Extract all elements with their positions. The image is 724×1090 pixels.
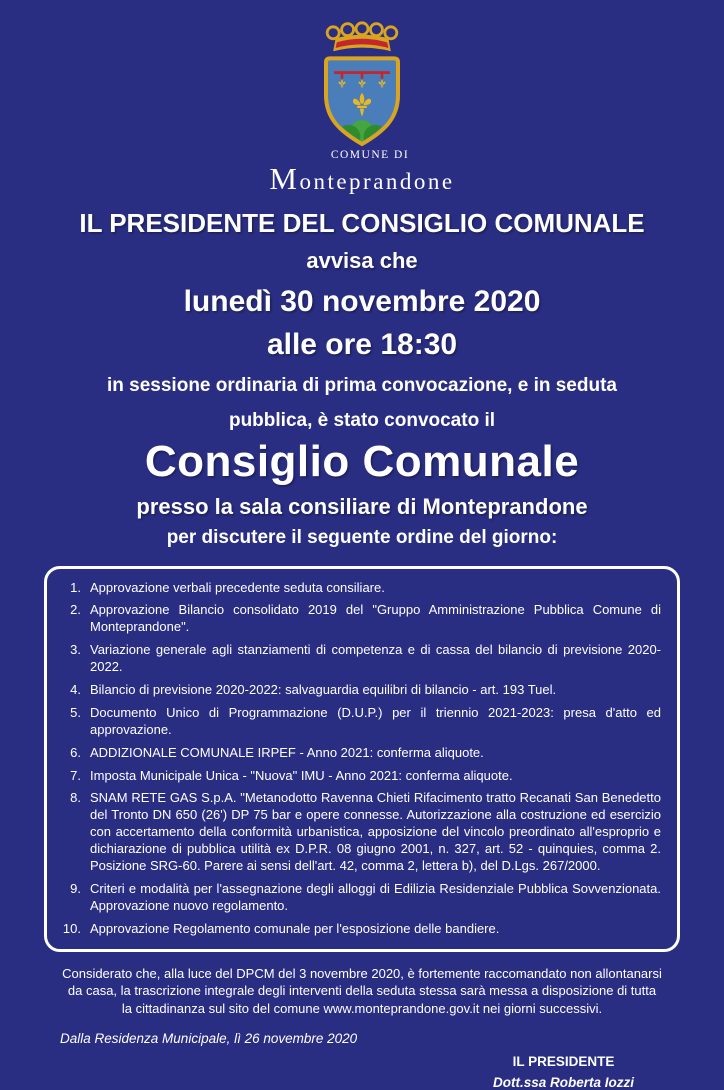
signature-name: Dott.ssa Roberta Iozzi	[492, 1074, 634, 1090]
agenda-item-number: 5.	[70, 704, 81, 720]
covid-notice: Considerato che, alla luce del DPCM del 3 novembre 2020, è fortemente raccomandato non allontanarsi da casa, la trascrizione integrale degli interventi della seduta stessa sarà messa a disposizione di tutta la cittadinanza sul sito del comune www.monteprandone.gov.it nei giorni successivi.	[62, 965, 662, 1016]
notice-header: IL PRESIDENTE DEL CONSIGLIO COMUNALE	[79, 207, 645, 238]
agenda-item-text: Variazione generale agli stanziamenti di competenza e di cassa del bilancio di previsione 2020-2022.	[90, 642, 661, 675]
agenda-item	[53, 768, 661, 785]
agenda-item-number: 10.	[62, 920, 81, 936]
agenda-item	[53, 790, 661, 874]
meeting-date: lunedì 30 novembre 2020	[183, 284, 541, 318]
agenda-item	[53, 745, 661, 762]
agenda-intro: per discutere il seguente ordine del giorno:	[166, 526, 558, 548]
crown-icon	[327, 23, 397, 51]
agenda-item-text: Documento Unico di Programmazione (D.U.P.) per il triennio 2021-2023: presa d'atto ed approvazione.	[90, 704, 661, 737]
shield-icon	[326, 58, 398, 148]
main-title: Consiglio Comunale	[144, 436, 580, 486]
agenda-item-text: Criteri e modalità per l'assegnazione degli alloggi di Edilizia Residenziale Pubblica Sovvenzionata. Approvazione nuovo regolamento.	[90, 880, 661, 913]
agenda-item	[53, 921, 661, 938]
agenda-item-text: Approvazione Bilancio consolidato 2019 del "Gruppo Amministrazione Pubblica Comune di Monteprandone".	[90, 602, 661, 635]
session-line-1: in sessione ordinaria di prima convocazione, e in seduta	[107, 374, 617, 396]
agenda-box	[44, 566, 680, 952]
agenda-item-text: ADDIZIONALE COMUNALE IRPEF - Anno 2021: conferma aliquote.	[90, 744, 484, 760]
avvisa-che-line: avvisa che	[306, 247, 418, 273]
agenda-item	[53, 705, 661, 739]
agenda-item-number: 6.	[70, 744, 81, 760]
agenda-item-number: 7.	[70, 767, 81, 783]
municipality-crest	[269, 20, 454, 194]
agenda-item	[53, 881, 661, 915]
venue-line: presso la sala consiliare di Monteprandone	[136, 493, 588, 519]
agenda-item-text: Imposta Municipale Unica - "Nuova" IMU - Anno 2021: conferma aliquote.	[90, 767, 513, 783]
agenda-item-number: 3.	[70, 642, 81, 658]
meeting-time: alle ore 18:30	[266, 327, 458, 361]
agenda-item	[53, 602, 661, 636]
place-date-line: Dalla Residenza Municipale, lì 26 novembre 2020	[60, 1030, 358, 1046]
signature-block	[493, 1054, 634, 1090]
logo-monteprandone: Monteprandone	[269, 160, 455, 196]
agenda-item	[53, 580, 661, 597]
agenda-item-text: Bilancio di previsione 2020-2022: salvaguardia equilibri di bilancio - art. 193 Tuel.	[90, 681, 557, 697]
agenda-item-number: 2.	[70, 602, 81, 618]
signature-title: IL PRESIDENTE	[512, 1053, 615, 1069]
agenda-item-text: SNAM RETE GAS S.p.A. "Metanodotto Ravenna Chieti Rifacimento tratto Recanati San Benedetto del Tronto DN 650 (26') DP 75 bar e opere connesse. Autorizzazione alla costruzione ed esercizio con accertamento della conformità urbanistica, apposizione del vincolo preordinato all'esproprio e dichiarazione di pubblica utilità ex D.P.R. 08 giugno 2001, n. 327, art. 52 - quinquies, comma 2. Posizione SRG-60. Parere ai sensi dell'art. 42, comma 2, lettera b), del D.Lgs. 267/2000.	[90, 790, 661, 873]
agenda-item-number: 8.	[70, 790, 81, 806]
session-line-2: pubblica, è stato convocato il	[228, 409, 496, 431]
agenda-item-text: Approvazione Regolamento comunale per l'esposizione delle bandiere.	[90, 920, 500, 936]
agenda-item-text: Approvazione verbali precedente seduta consiliare.	[90, 579, 385, 595]
crest-logo-text	[269, 148, 454, 194]
agenda-item-number: 1.	[70, 579, 81, 595]
agenda-item	[53, 682, 661, 699]
agenda-item-number: 4.	[70, 681, 81, 697]
agenda-item-number: 9.	[70, 880, 81, 896]
logo-comune-di: COMUNE DI	[330, 149, 410, 161]
agenda-item	[53, 642, 661, 676]
coat-of-arms-icon	[314, 20, 410, 148]
